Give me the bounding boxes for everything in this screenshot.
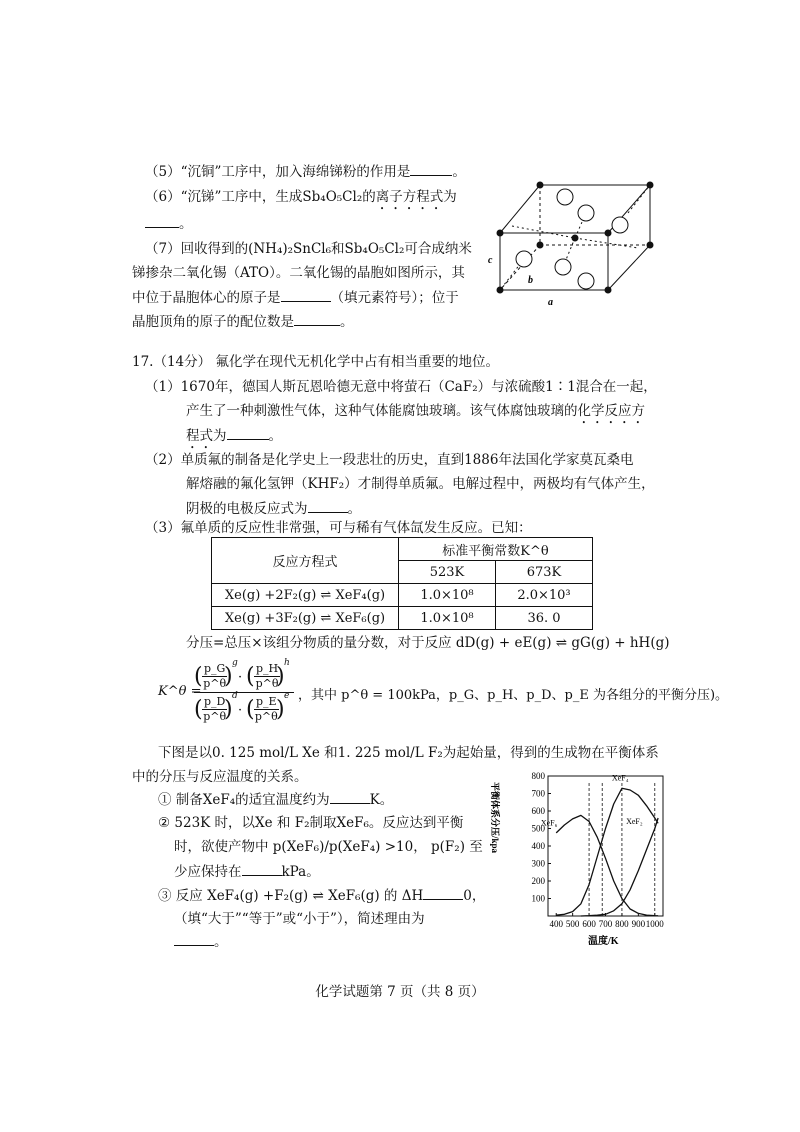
series-label: XeF₄ <box>611 773 629 783</box>
table-header-523: 523K <box>399 561 496 584</box>
y-tick-label: 600 <box>531 806 545 816</box>
q17-p2c: 阴极的电极反应式为 。 <box>186 497 361 520</box>
answer-blank[interactable] <box>410 160 452 176</box>
q17-p2b: 解熔融的氟化氢钾（KHF₂）才制得单质氟。电解过程中，两极均有气体产生， <box>186 476 655 492</box>
y-tick-label: 700 <box>531 788 545 799</box>
table-header-equation: 反应方程式 <box>212 538 399 584</box>
x-axis-label: 温度/K <box>588 936 619 947</box>
q17-sub3c: 。 <box>174 930 228 953</box>
y-tick-label: 500 <box>531 823 545 834</box>
y-tick-label: 100 <box>531 893 545 904</box>
q17-p1b: 产生了一种刺激性气体，这种气体能腐蚀玻璃。该气体腐蚀玻璃的化学反应方 <box>186 403 645 419</box>
answer-blank[interactable] <box>330 788 370 804</box>
x-tick-label: 800 <box>615 919 629 929</box>
series-line-2 <box>556 788 658 915</box>
q17-p1a: （1）1670年，德国人斯瓦恩哈德无意中将萤石（CaF₂）与浓硫酸1∶1混合在一起， <box>145 379 657 395</box>
x-tick-label: 900 <box>631 919 646 929</box>
q17-sub3b: （填“大于”“等于”或“小于”），简述理由为 <box>174 911 425 927</box>
k-formula: K^θ = ( $\frac{p\_G}{p\^{}\theta}$ ) g · ( $\frac{p\_H}{p\^{}\theta}$ ) h ( $\frac{p\_D}{p\^{}\theta}$ ) d · ( $\frac{p\_E}{p\^{}\theta}$ ) e ，其中 p^θ = 100kPa，p_G、p_H、p_D、p_E 为各组分的平衡分压)。 <box>158 658 729 723</box>
answer-blank[interactable] <box>308 497 348 513</box>
series-label: XeF₆ <box>540 818 558 828</box>
table-header-673: 673K <box>496 561 593 584</box>
q17-p3: （3）氟单质的反应性非常强，可与稀有气体氙发生反应。已知： <box>145 520 532 536</box>
q17-sub2b: 时，欲使产物中 p(XeF₆)/p(XeF₄) >10， p(F₂) 至 <box>174 839 483 855</box>
table-header-k: 标准平衡常数K^θ <box>399 538 593 561</box>
y-tick-label: 800 <box>531 771 545 781</box>
q17-sub2c: 少应保持在 kPa。 <box>174 860 320 883</box>
q17-p2a: （2）单质氟的制备是化学史上一段悲壮的历史，直到1886年法国化学家莫瓦桑电 <box>145 452 634 468</box>
q16-line7a: （7）回收得到的(NH₄)₂SnCl₆和Sb₄O₅Cl₂可合成纳米 <box>145 241 472 257</box>
q17-p1c: 程式为 。 <box>186 424 282 452</box>
x-tick-label: 400 <box>549 919 563 929</box>
y-tick-label: 400 <box>531 841 545 851</box>
q16-line6-answer: 。 <box>145 212 193 235</box>
equilibrium-table <box>211 537 593 630</box>
partial-pressure-def: 分压=总压×该组分物质的量分数，对于反应 dD(g) + eE(g) ⇌ gG(g) + hH(g) <box>186 635 670 651</box>
plot-frame <box>548 776 663 916</box>
y-tick-label: 300 <box>531 858 545 869</box>
x-tick-label: 700 <box>598 919 613 929</box>
q16-line7b: 锑掺杂二氧化锡（ATO）。二氧化锡的晶胞如图所示，其 <box>132 265 465 281</box>
series-line-1 <box>556 815 658 915</box>
label-a: a <box>548 297 553 308</box>
label-b: b <box>528 275 533 286</box>
q17-sub1: ① 制备XeF₄的适宜温度约为 K。 <box>158 788 393 811</box>
x-tick-label: 500 <box>565 919 580 929</box>
table-row: Xe(g) +3F₂(g) ⇌ XeF₆(g) 1.0×10⁸ 36. 0 <box>212 607 593 630</box>
q16-line6: （6）“沉锑”工序中，生成Sb₄O₅Cl₂的离子方程式为 <box>145 189 457 205</box>
q17-sub3a: ③ 反应 XeF₄(g) +F₂(g) ⇌ XeF₆(g) 的 ΔH 0， <box>158 884 485 907</box>
y-axis-label: 平衡体系分压/kpa <box>490 782 500 854</box>
partial-pressure-chart <box>478 766 678 951</box>
series-line-3 <box>581 818 658 916</box>
y-tick-label: 200 <box>531 876 545 886</box>
series-label: XeF₂ <box>626 817 643 826</box>
answer-blank[interactable] <box>174 930 214 946</box>
answer-blank[interactable] <box>145 212 179 228</box>
q17-sub2a: ② 523K 时，以Xe 和 F₂制取XeF₆。反应达到平衡 <box>158 815 464 831</box>
q17-intro1: 下图是以0. 125 mol/L Xe 和1. 225 mol/L F₂为起始量，得到的生成物在平衡体系 <box>158 745 659 761</box>
q16-line7c: 中位于晶胞体心的原子是 （填元素符号）；位于 <box>132 286 459 309</box>
table-row: Xe(g) +2F₂(g) ⇌ XeF₄(g) 1.0×10⁸ 2.0×10³ <box>212 584 593 607</box>
label-c: c <box>488 255 493 266</box>
q17-intro2: 中的分压与反应温度的关系。 <box>132 769 308 785</box>
answer-blank[interactable] <box>242 860 282 876</box>
crystal-cell-diagram <box>490 175 665 310</box>
x-tick-label: 1000 <box>645 919 664 929</box>
q17-title: 17.（14分） 氟化学在现代无机化学中占有相当重要的地位。 <box>132 354 499 370</box>
page-footer: 化学试题第 7 页（共 8 页） <box>315 984 485 1000</box>
x-tick-label: 600 <box>582 919 596 929</box>
answer-blank[interactable] <box>227 424 269 440</box>
answer-blank[interactable] <box>294 310 340 326</box>
q16-line5: （5）“沉铜”工序中，加入海绵锑粉的作用是 。 <box>145 160 466 183</box>
answer-blank[interactable] <box>423 884 463 900</box>
q16-line7d: 晶胞顶角的原子的配位数是 。 <box>132 310 354 333</box>
answer-blank[interactable] <box>281 286 331 302</box>
